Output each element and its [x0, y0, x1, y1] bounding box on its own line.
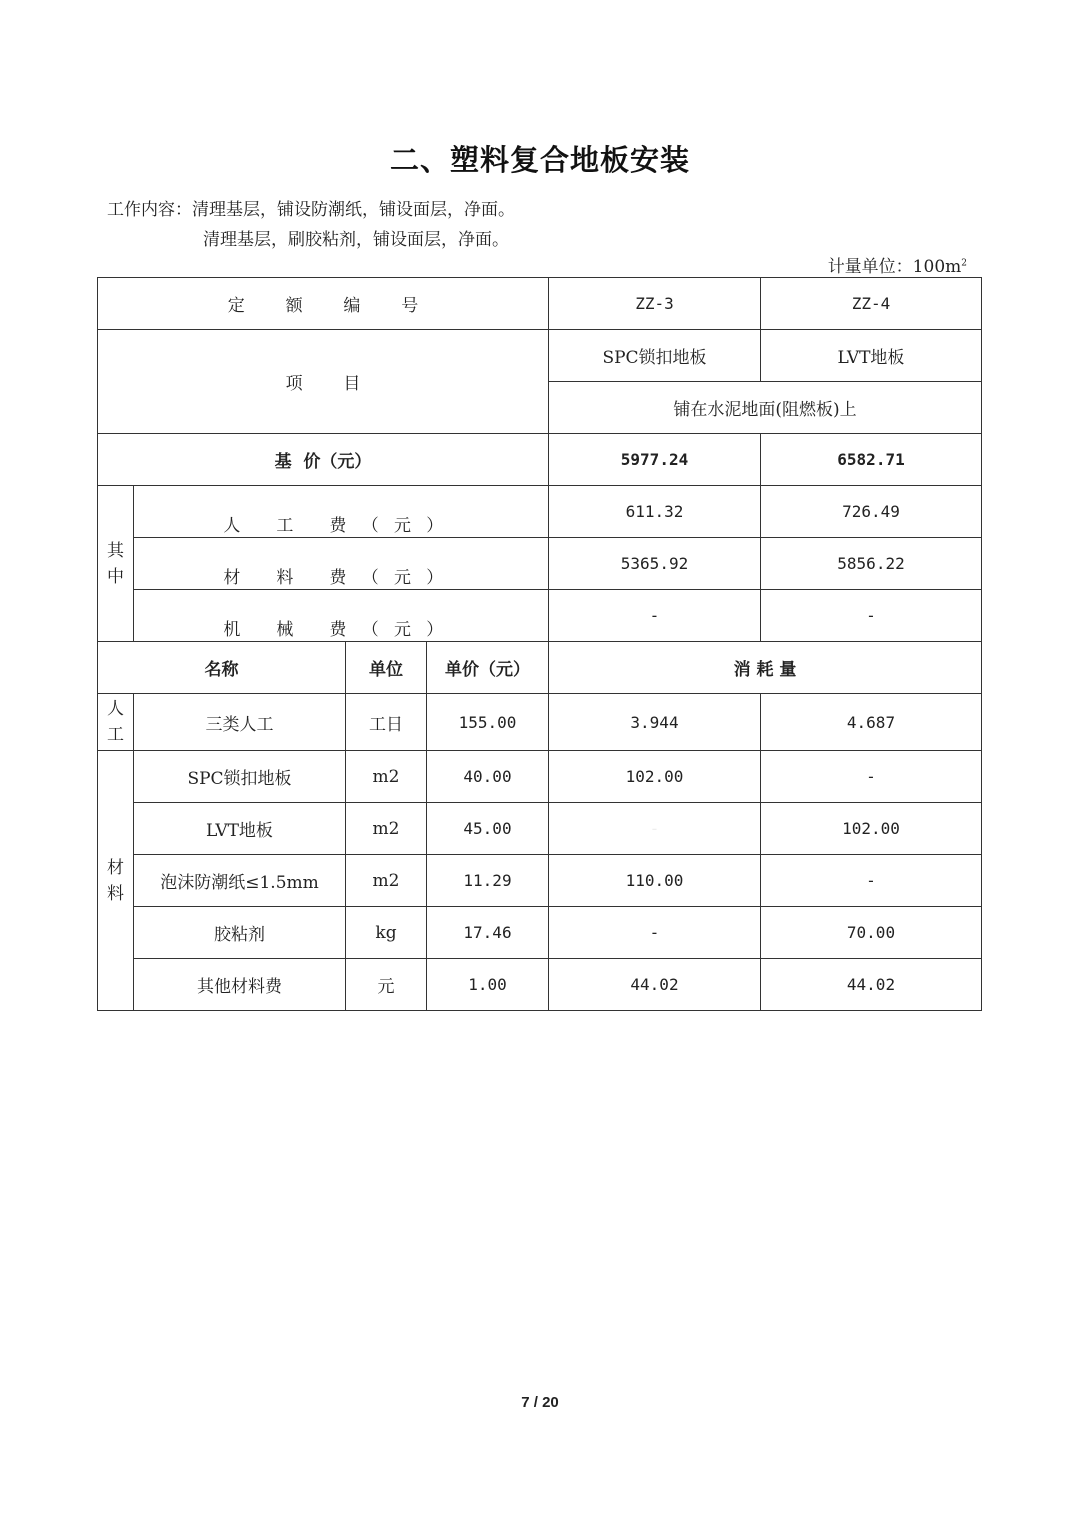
- item-name-lvt: LVT地板: [761, 330, 982, 382]
- labor-price: 155.00: [427, 694, 549, 751]
- measurement-unit-label: 计量单位：100m: [827, 257, 962, 277]
- material-price: 45.00: [427, 803, 549, 855]
- base-price-label: 基 价（元）: [98, 434, 549, 486]
- col-header-consumption: 消 耗 量: [549, 642, 982, 694]
- machine-cost-row: [98, 590, 982, 642]
- material-qty-zz4: 44.02: [761, 959, 982, 1011]
- material-cost-row: [98, 538, 982, 590]
- col-header-price: 单价（元）: [427, 642, 549, 694]
- page-title: 二、塑料复合地板安装: [389, 143, 690, 177]
- item-name-spc: SPC锁扣地板: [549, 330, 761, 382]
- material-name: 泡沫防潮纸≤1.5mm: [134, 855, 346, 907]
- material-price: 11.29: [427, 855, 549, 907]
- labor-unit: 工日: [346, 694, 427, 751]
- labor-row: [98, 694, 982, 751]
- material-price: 40.00: [427, 751, 549, 803]
- material-unit: m2: [346, 751, 427, 803]
- material-qty-zz3: 110.00: [549, 855, 761, 907]
- machine-cost-zz4: -: [761, 590, 982, 642]
- material-qty-zz3: 44.02: [549, 959, 761, 1011]
- material-qty-zz4: -: [761, 855, 982, 907]
- labor-cost-row: [98, 486, 982, 538]
- quota-code-row: [98, 278, 982, 330]
- material-row: [98, 751, 982, 803]
- consumption-header-row: [98, 642, 982, 694]
- material-unit: 元: [346, 959, 427, 1011]
- item-name-row: [98, 330, 982, 382]
- material-name: 其他材料费: [134, 959, 346, 1011]
- material-qty-zz3: -: [549, 907, 761, 959]
- material-qty-zz3: -: [549, 803, 761, 855]
- col-header-unit: 单位: [346, 642, 427, 694]
- machine-cost-label: 机 械 费（元）: [134, 590, 549, 642]
- item-label: 项目: [98, 330, 549, 434]
- labor-cost-label: 人 工 费（元）: [134, 486, 549, 538]
- col-header-name: 名称: [98, 642, 346, 694]
- page-number: 7 / 20: [521, 1394, 559, 1411]
- measurement-unit: [828, 252, 967, 277]
- quota-code-label: 定额编号: [98, 278, 549, 330]
- labor-qty-zz3: 3.944: [549, 694, 761, 751]
- material-qty-zz4: 70.00: [761, 907, 982, 959]
- labor-group-label: 人工: [98, 694, 134, 751]
- material-row: [98, 855, 982, 907]
- material-row: [98, 959, 982, 1011]
- material-cost-zz3: 5365.92: [549, 538, 761, 590]
- measurement-unit-superscript: 2: [961, 258, 967, 269]
- material-price: 17.46: [427, 907, 549, 959]
- material-name: SPC锁扣地板: [134, 751, 346, 803]
- material-qty-zz3: 102.00: [549, 751, 761, 803]
- base-price-zz4: 6582.71: [761, 434, 982, 486]
- quota-code-zz3: ZZ-3: [549, 278, 761, 330]
- material-group-label: 材料: [98, 751, 134, 1011]
- material-row: [98, 907, 982, 959]
- work-content-line-1: 工作内容：清理基层，铺设防潮纸，铺设面层，净面。: [107, 200, 515, 220]
- of-which-label: 其中: [98, 486, 134, 642]
- material-name: 胶粘剂: [134, 907, 346, 959]
- material-qty-zz4: 102.00: [761, 803, 982, 855]
- quota-table: [97, 277, 982, 1011]
- base-price-zz3: 5977.24: [549, 434, 761, 486]
- material-price: 1.00: [427, 959, 549, 1011]
- labor-cost-zz3: 611.32: [549, 486, 761, 538]
- quota-code-zz4: ZZ-4: [761, 278, 982, 330]
- material-name: LVT地板: [134, 803, 346, 855]
- labor-name: 三类人工: [134, 694, 346, 751]
- work-content-line-2: 清理基层，刷胶粘剂，铺设面层，净面。: [203, 230, 509, 250]
- machine-cost-zz3: -: [549, 590, 761, 642]
- labor-cost-zz4: 726.49: [761, 486, 982, 538]
- material-row: [98, 803, 982, 855]
- material-unit: kg: [346, 907, 427, 959]
- item-condition: 铺在水泥地面(阻燃板)上: [549, 382, 982, 434]
- material-unit: m2: [346, 855, 427, 907]
- material-qty-zz4: -: [761, 751, 982, 803]
- labor-qty-zz4: 4.687: [761, 694, 982, 751]
- material-cost-zz4: 5856.22: [761, 538, 982, 590]
- base-price-row: [98, 434, 982, 486]
- material-cost-label: 材 料 费（元）: [134, 538, 549, 590]
- material-unit: m2: [346, 803, 427, 855]
